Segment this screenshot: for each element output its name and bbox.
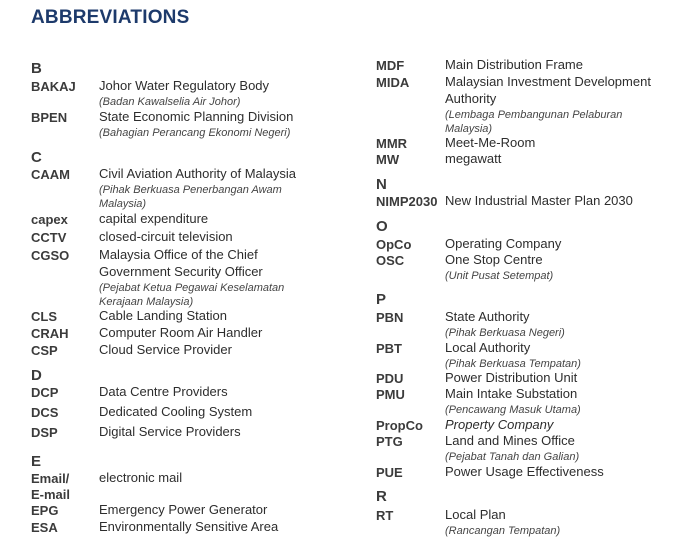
abbreviation-term: BAKAJ bbox=[31, 79, 76, 94]
abbreviation-term: Email/ bbox=[31, 471, 70, 486]
abbreviation-term: E-mail bbox=[31, 487, 71, 502]
abbreviation-definition: megawatt bbox=[445, 151, 502, 166]
malay-translation: (Pihak Berkuasa Negeri) bbox=[445, 327, 565, 339]
abbreviation-definition: Main Distribution Frame bbox=[445, 57, 583, 72]
abbreviation-term: MW bbox=[376, 152, 400, 167]
malay-translation: (Pihak Berkuasa Penerbangan Awam bbox=[99, 184, 282, 196]
abbreviation-definition: Local Plan bbox=[445, 507, 506, 522]
abbreviation-definition: Operating Company bbox=[445, 236, 562, 251]
abbreviation-term: RT bbox=[376, 508, 394, 523]
page-title: ABBREVIATIONS bbox=[31, 7, 190, 28]
abbreviation-term: BPEN bbox=[31, 110, 68, 125]
malay-translation: Malaysia) bbox=[99, 198, 147, 210]
abbreviation-definition: State Economic Planning Division bbox=[99, 109, 294, 124]
abbreviation-definition: Environmentally Sensitive Area bbox=[99, 519, 279, 534]
abbreviation-term: CSP bbox=[31, 343, 58, 358]
abbreviation-definition: New Industrial Master Plan 2030 bbox=[445, 193, 633, 208]
abbreviation-definition: State Authority bbox=[445, 309, 530, 324]
malay-translation: (Unit Pusat Setempat) bbox=[445, 270, 554, 282]
abbreviation-definition: Computer Room Air Handler bbox=[99, 325, 263, 340]
abbreviation-term: PUE bbox=[376, 465, 403, 480]
abbreviation-definition: Main Intake Substation bbox=[445, 386, 578, 401]
malay-translation: (Badan Kawalselia Air Johor) bbox=[99, 96, 241, 108]
abbreviation-definition: electronic mail bbox=[99, 470, 183, 485]
abbreviation-term: PMU bbox=[376, 387, 405, 402]
abbreviation-definition: Emergency Power Generator bbox=[99, 502, 268, 517]
abbreviation-term: CAAM bbox=[31, 167, 70, 182]
section-letter: N bbox=[376, 176, 387, 193]
abbreviation-definition: Government Security Officer bbox=[99, 264, 263, 279]
abbreviation-term: ESA bbox=[31, 520, 58, 535]
abbreviation-term: DSP bbox=[31, 425, 58, 440]
abbreviation-definition: capital expenditure bbox=[99, 211, 209, 226]
abbreviation-definition: Authority bbox=[445, 91, 497, 106]
abbreviation-term: capex bbox=[31, 212, 68, 227]
abbreviation-definition: Digital Service Providers bbox=[99, 424, 241, 439]
malay-translation: (Pencawang Masuk Utama) bbox=[445, 404, 581, 416]
abbreviation-term: MIDA bbox=[376, 75, 410, 90]
abbreviation-term: MMR bbox=[376, 136, 408, 151]
abbreviation-term: EPG bbox=[31, 503, 59, 518]
abbreviation-term: CCTV bbox=[31, 230, 67, 245]
section-letter: D bbox=[31, 367, 42, 384]
abbreviation-term: CLS bbox=[31, 309, 57, 324]
abbreviation-term: PTG bbox=[376, 434, 403, 449]
abbreviation-definition: Cloud Service Provider bbox=[99, 342, 232, 357]
abbreviation-definition: Dedicated Cooling System bbox=[99, 404, 253, 419]
section-letter: C bbox=[31, 149, 42, 166]
abbreviation-definition: Malaysian Investment Development bbox=[445, 74, 651, 89]
abbreviation-term: DCP bbox=[31, 385, 59, 400]
section-letter: E bbox=[31, 453, 42, 470]
abbreviation-term: MDF bbox=[376, 58, 405, 73]
abbreviation-definition: Cable Landing Station bbox=[99, 308, 227, 323]
abbreviation-term: DCS bbox=[31, 405, 59, 420]
abbreviation-definition: Local Authority bbox=[445, 340, 531, 355]
abbreviation-term: NIMP2030 bbox=[376, 194, 438, 209]
abbreviation-term: CGSO bbox=[31, 248, 70, 263]
abbreviation-definition: Power Distribution Unit bbox=[445, 370, 578, 385]
abbreviation-definition: Malaysia Office of the Chief bbox=[99, 247, 258, 262]
malay-translation: (Pejabat Tanah dan Galian) bbox=[445, 451, 580, 463]
malay-translation: (Pejabat Ketua Pegawai Keselamatan bbox=[99, 282, 285, 294]
section-letter: P bbox=[376, 291, 387, 308]
malay-translation: Kerajaan Malaysia) bbox=[99, 296, 194, 308]
abbreviation-term: CRAH bbox=[31, 326, 69, 341]
abbreviation-definition: Land and Mines Office bbox=[445, 433, 575, 448]
abbreviation-definition: Meet-Me-Room bbox=[445, 135, 536, 150]
abbreviation-definition: Civil Aviation Authority of Malaysia bbox=[99, 166, 297, 181]
malay-translation: (Bahagian Perancang Ekonomi Negeri) bbox=[99, 127, 291, 139]
section-letter: O bbox=[376, 218, 388, 235]
abbreviation-term: OSC bbox=[376, 253, 405, 268]
malay-translation: Malaysia) bbox=[445, 123, 493, 135]
abbreviation-term: PBT bbox=[376, 341, 402, 356]
abbreviation-definition: Data Centre Providers bbox=[99, 384, 228, 399]
section-letter: R bbox=[376, 488, 387, 505]
malay-translation: (Pihak Berkuasa Tempatan) bbox=[445, 358, 581, 370]
abbreviation-definition: Power Usage Effectiveness bbox=[445, 464, 604, 479]
malay-translation: (Rancangan Tempatan) bbox=[445, 525, 561, 537]
section-letter: B bbox=[31, 60, 42, 77]
abbreviation-term: OpCo bbox=[376, 237, 412, 252]
malay-translation: (Lembaga Pembangunan Pelaburan bbox=[445, 109, 623, 121]
abbreviation-term: PropCo bbox=[376, 418, 423, 433]
abbreviation-term: PDU bbox=[376, 371, 404, 386]
abbreviation-term: PBN bbox=[376, 310, 404, 325]
abbreviation-definition: Property Company bbox=[445, 417, 554, 432]
abbreviation-definition: Johor Water Regulatory Body bbox=[99, 78, 270, 93]
abbreviation-definition: One Stop Centre bbox=[445, 252, 543, 267]
abbreviation-definition: closed-circuit television bbox=[99, 229, 233, 244]
